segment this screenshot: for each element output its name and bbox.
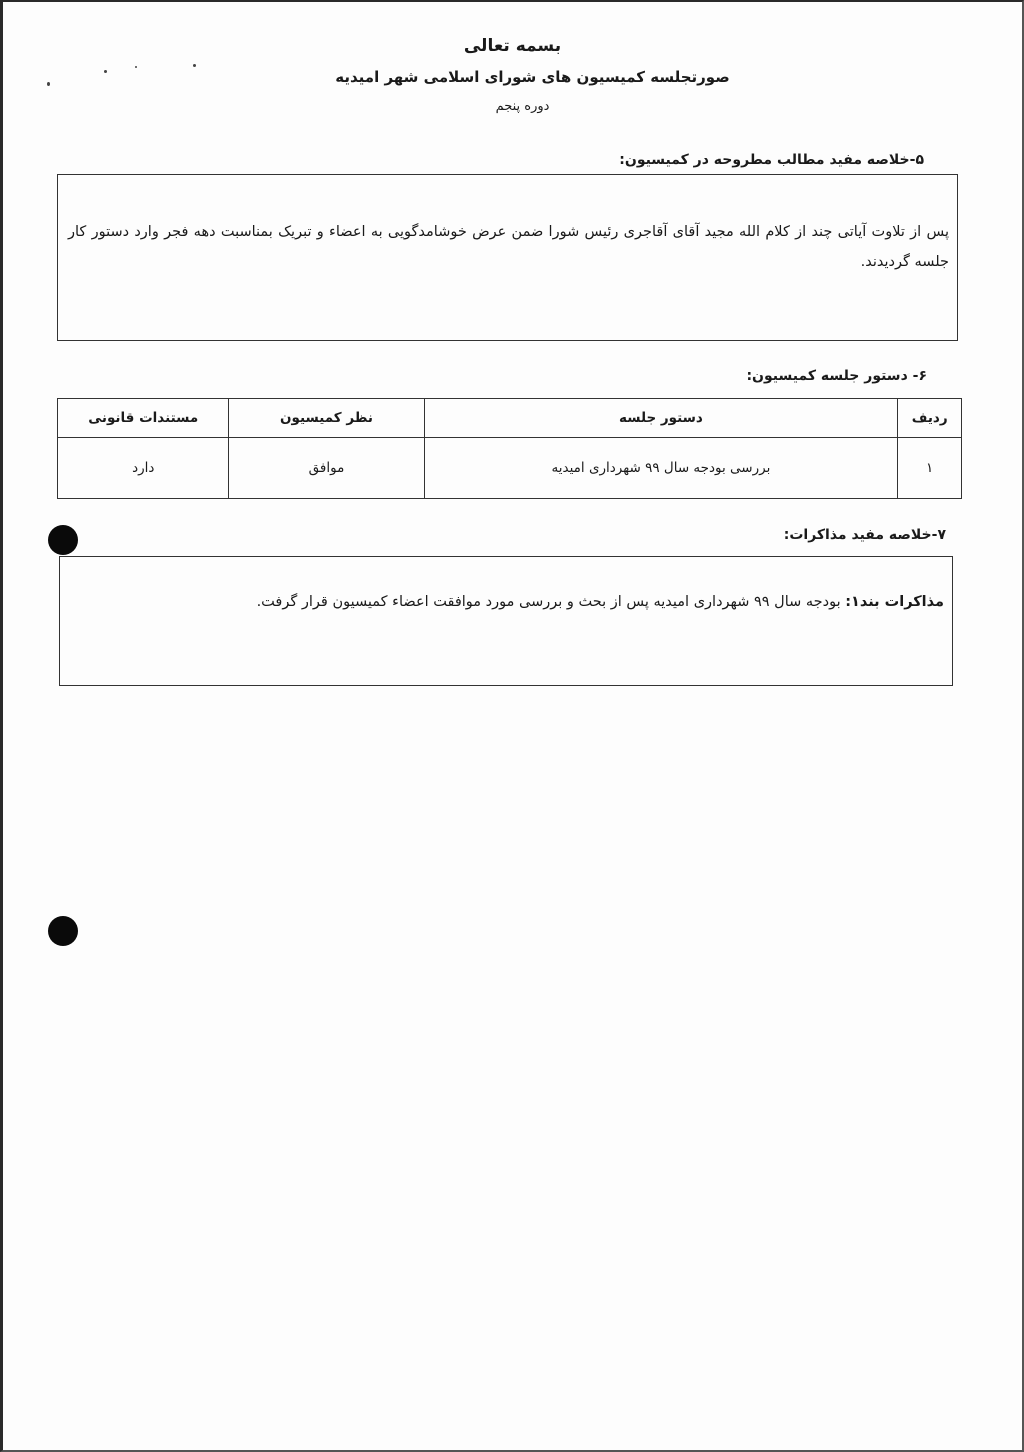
section7-label: مذاکرات بند۱: — [845, 594, 944, 610]
punch-hole — [48, 916, 78, 946]
cell-legal-documents: دارد — [58, 438, 229, 499]
section5-heading: ۵-خلاصه مفید مطالب مطروحه در کمیسیون: — [619, 152, 924, 168]
section7-box — [59, 556, 953, 686]
section7-paragraph — [70, 589, 944, 615]
agenda-table-header-row — [58, 399, 962, 438]
cell-agenda: بررسی بودجه سال ۹۹ شهرداری امیدیه — [424, 438, 898, 499]
agenda-table — [57, 398, 962, 499]
table-row — [58, 438, 962, 499]
punch-hole — [48, 525, 78, 555]
section5-box — [57, 174, 958, 341]
header-legal-documents: مستندات قانونی — [58, 399, 229, 438]
cell-row-number: ۱ — [898, 438, 962, 499]
header-commission-opinion: نظر کمیسیون — [229, 399, 424, 438]
cell-commission-opinion: موافق — [229, 438, 424, 499]
section7-text: بودجه سال ۹۹ شهرداری امیدیه پس از بحث و بررسی مورد موافقت اعضاء کمیسیون قرار گرفت. — [256, 594, 846, 610]
document-title: صورتجلسه کمیسیون های شورای اسلامی شهر امیدیه — [335, 68, 730, 86]
section5-text: پس از تلاوت آیاتی چند از کلام الله مجید آقای آقاجری رئیس شورا ضمن عرض خوشامدگویی به اعضاء و تبریک بمناسبت دهه فجر وارد دستور کار جلسه گردیدند. — [68, 224, 949, 270]
scan-speck — [193, 64, 196, 67]
section6-heading: ۶- دستور جلسه کمیسیون: — [746, 368, 927, 384]
basmala: بسمه تعالی — [463, 36, 562, 56]
section7-heading: ۷-خلاصه مفید مذاکرات: — [783, 527, 946, 543]
header-agenda: دستور جلسه — [424, 399, 898, 438]
council-period: دوره پنجم — [495, 99, 550, 114]
header-row-number: ردیف — [898, 399, 962, 438]
